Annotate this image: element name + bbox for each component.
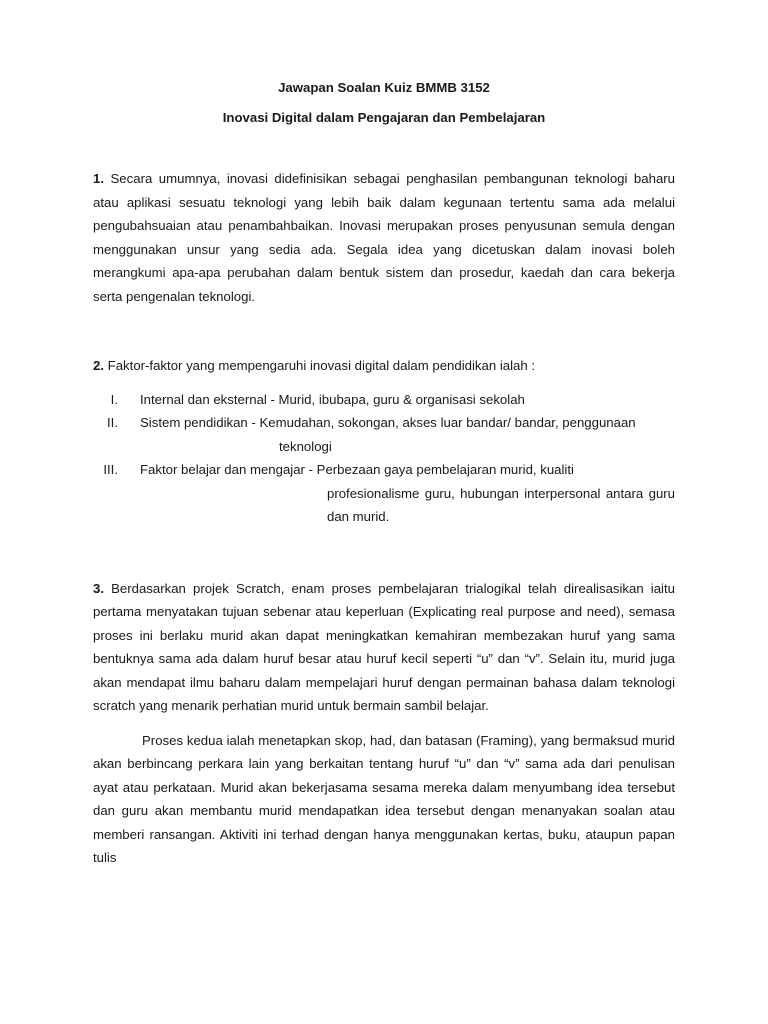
factor-list: [93, 388, 675, 529]
factor-numeral: I.: [110, 391, 118, 407]
factor-text: Sistem pendidikan - Kemudahan, sokongan, akses luar bandar/ bandar, penggunaan: [140, 415, 636, 430]
section-1-text: Secara umumnya, inovasi didefinisikan sebagai penghasilan pembangunan teknologi baharu atau aplikasi sesuatu teknologi yang lebih baik dalam kegunaan tertentu sama ada melalui pengubahsuaian atau penambahbaikan. Inovasi merupakan proses penyusunan semula dengan menggunakan unsur yang sedia ada. Segala idea yang dicetuskan dalam inovasi boleh merangkumi apa-apa perubahan dalam bentuk sistem dan prosedur, kaedah dan cara bekerja serta pengenalan teknologi.: [93, 171, 675, 304]
factor-text-continuation: profesionalisme guru, hubungan interpersonal antara guru dan murid.: [327, 485, 675, 524]
factor-numeral: II.: [107, 415, 118, 430]
factor-item: [93, 388, 675, 412]
factor-item: [93, 411, 675, 458]
document-subtitle: Inovasi Digital dalam Pengajaran dan Pembelajaran: [222, 110, 546, 125]
section-2-intro: Faktor-faktor yang mempengaruhi inovasi digital dalam pendidikan ialah :: [107, 358, 536, 373]
document-page: [93, 78, 675, 870]
factor-item: [93, 458, 675, 529]
section-3-paragraph-1: [93, 577, 675, 718]
section-3-paragraph-2: Proses kedua ialah menetapkan skop, had, dan batasan (Framing), yang bermaksud murid akan berbincang perkara lain yang berkaitan tentang huruf “u” dan “v” sama ada dari penulisan ayat atau perkataan. Murid akan bekerjasama sesama mereka dalam menyumbang idea tersebut dan guru akan membantu murid mendapatkan idea tersebut dengan menanyakan soalan atau memberi ransangan. Aktiviti ini terhad dengan hanya menggunakan kertas, buku, ataupun papan tulis: [93, 732, 675, 865]
section-1-number: 1.: [93, 171, 104, 186]
section-2-number: 2.: [93, 358, 104, 373]
factor-text-continuation: teknologi: [279, 438, 332, 454]
section-2-intro-paragraph: [93, 354, 675, 378]
factor-text: Faktor belajar dan mengajar - Perbezaan gaya pembelajaran murid, kualiti: [140, 462, 574, 477]
factor-text: Internal dan eksternal - Murid, ibubapa, guru & organisasi sekolah: [140, 391, 525, 407]
section-3-number: 3.: [93, 580, 104, 596]
section-1-paragraph: [93, 167, 675, 308]
document-title: Jawapan Soalan Kuiz BMMB 3152: [278, 80, 490, 95]
factor-numeral: III.: [103, 462, 118, 477]
section-3-para-1-text: Berdasarkan projek Scratch, enam proses pembelajaran trialogikal telah direalisasikan iaitu pertama menyatakan tujuan sebenar atau keperluan (Explicating real purpose and need), semasa proses ini berlaku murid akan dapat meningkatkan kemahiran membezakan huruf yang sama bentuknya sama ada dalam huruf besar atau huruf kecil seperti “u” dan “v”. Selain itu, murid juga akan mendapat ilmu baharu dalam mempelajari huruf dengan permainan bahasa dalam teknologi scratch yang menarik perhatian murid untuk bermain sambil belajar.: [93, 580, 675, 713]
